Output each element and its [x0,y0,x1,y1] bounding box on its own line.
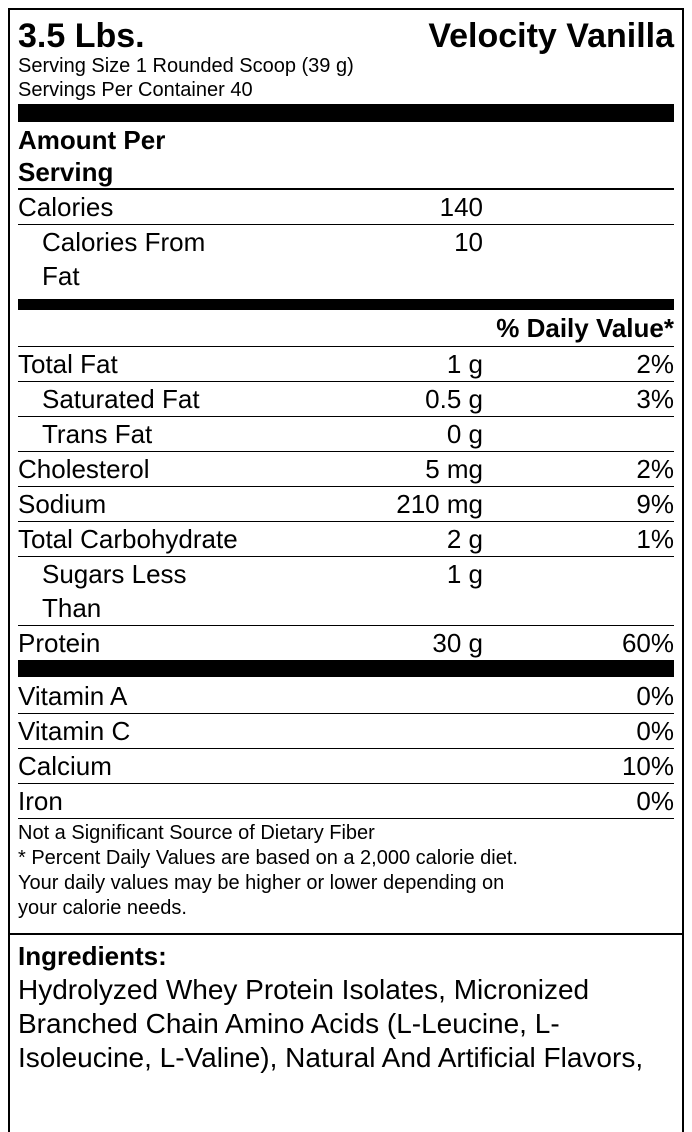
vitamin-row-calcium [18,748,674,783]
nutrient-row-sugars [18,556,674,625]
product-flavor: Velocity Vanilla [428,17,674,55]
nutrient-name: Sodium [18,489,107,519]
footnotes [18,818,674,933]
label-title-row [18,16,674,56]
nutrient-amount: 0.5 g [425,384,483,414]
nutrient-name: Total Carbohydrate [18,524,238,554]
nutrient-name [18,557,242,625]
nutrient-daily-value: 2% [636,349,674,379]
footnote-fiber: Not a Significant Source of Dietary Fiber [18,822,375,844]
divider-thick [18,104,674,122]
ingredients-line: Isoleucine, L-Valine), Natural And Artificial Flavors, [18,1042,644,1073]
nutrient-daily-value: 9% [636,489,674,519]
nutrient-row-cholesterol [18,451,674,486]
amount-per-serving-line2: Serving [18,157,114,187]
nutrient-name-line2: Than [42,593,102,623]
nutrient-amount: 1 g [446,559,483,589]
servings-per-container: Servings Per Container 40 [18,79,253,101]
nutrient-row-total-fat [18,346,674,381]
calories-from-fat-label [18,225,242,293]
nutrient-daily-value: 1% [636,524,674,554]
footnote-daily-value-end: your calorie needs. [18,897,187,919]
calories-label: Calories [18,192,114,222]
calories-row [18,188,674,224]
nutrition-label [8,8,684,1132]
footnote-daily-value: * Percent Daily Values are based on a 2,000 calorie diet. [18,847,518,869]
calories-from-fat-label-line1: Calories From [42,227,206,257]
nutrient-row-sodium [18,486,674,521]
ingredients-section [10,933,682,1075]
nutrient-daily-value: 3% [636,384,674,414]
nutrient-row-total-carbohydrate [18,521,674,556]
calories-value: 140 [439,192,483,222]
vitamin-name: Iron [18,786,63,816]
amount-per-serving [18,124,228,188]
divider-thick [18,660,674,677]
amount-per-serving-line1: Amount Per [18,125,166,155]
nutrient-name-line1: Sugars Less [42,559,187,589]
divider-medium [18,299,674,310]
nutrient-name: Total Fat [18,349,118,379]
nutrient-name: Protein [18,628,101,658]
nutrient-amount: 0 g [446,419,483,449]
nutrient-amount: 30 g [432,628,483,658]
nutrient-daily-value: 2% [636,454,674,484]
nutrient-row-saturated-fat [18,381,674,416]
nutrient-daily-value: 60% [621,628,674,658]
nutrient-name: Cholesterol [18,454,150,484]
nutrition-facts-panel [18,16,674,933]
nutrient-amount: 5 mg [425,454,483,484]
vitamin-daily-value: 0% [636,716,674,746]
nutrient-row-trans-fat [18,416,674,451]
nutrient-name: Trans Fat [42,419,153,449]
nutrient-name: Saturated Fat [42,384,200,414]
calories-from-fat-row [18,224,674,293]
vitamin-row-a [18,679,674,713]
nutrient-amount: 1 g [446,349,483,379]
calories-from-fat-value: 10 [454,227,483,257]
nutrient-row-protein [18,625,674,660]
calories-from-fat-label-line2: Fat [42,261,80,291]
vitamin-daily-value: 0% [636,786,674,816]
vitamin-name: Calcium [18,751,112,781]
serving-size: Serving Size 1 Rounded Scoop (39 g) [18,55,354,77]
vitamin-daily-value: 0% [636,681,674,711]
vitamin-row-c [18,713,674,748]
product-size: 3.5 Lbs. [18,17,145,55]
nutrient-amount: 210 mg [396,489,483,519]
ingredients-line: Hydrolyzed Whey Protein Isolates, Micronized [18,974,590,1005]
ingredients-line: Branched Chain Amino Acids (L-Leucine, L- [18,1008,560,1039]
nutrient-amount: 2 g [446,524,483,554]
daily-value-header: % Daily Value* [496,313,674,343]
vitamin-daily-value: 10% [621,751,674,781]
ingredients-title: Ingredients: [18,941,167,971]
vitamin-name: Vitamin A [18,681,128,711]
footnote-daily-value-cont: Your daily values may be higher or lower depending on [18,872,505,894]
vitamin-name: Vitamin C [18,716,131,746]
vitamin-row-iron [18,783,674,818]
